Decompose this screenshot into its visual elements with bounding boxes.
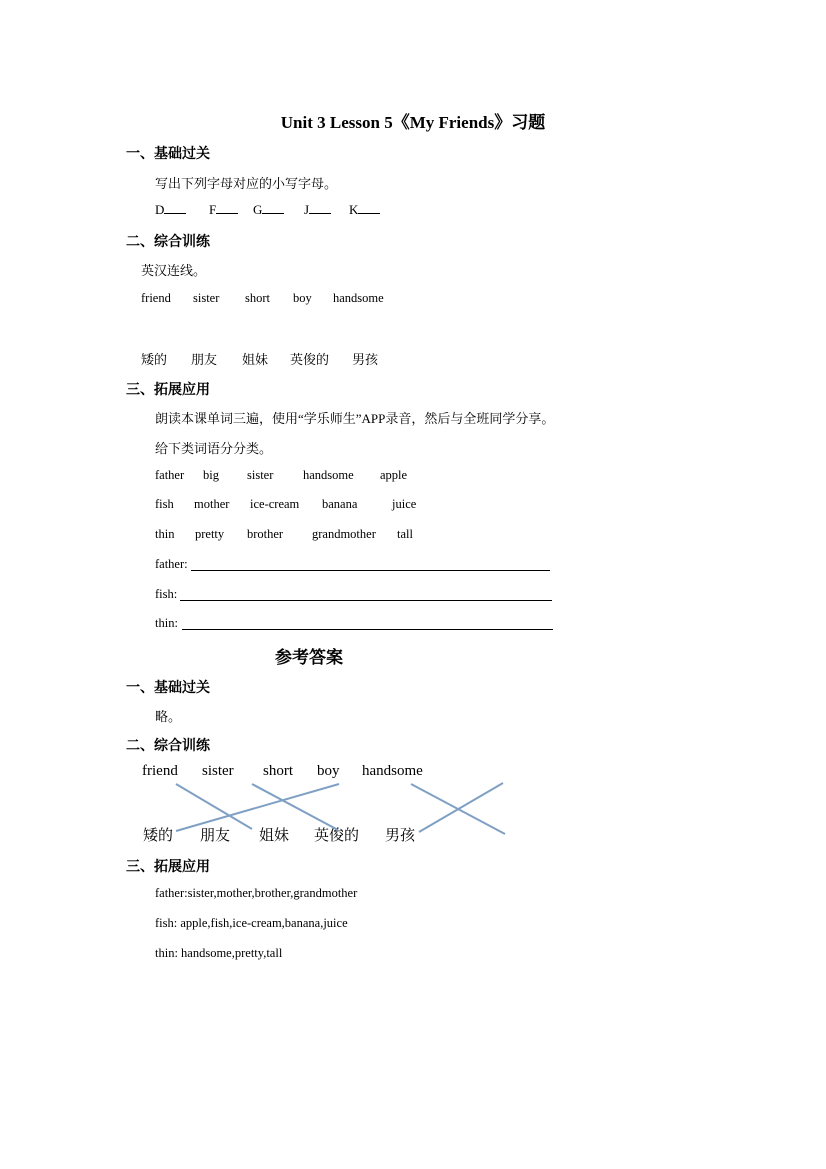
letter-item: K <box>349 202 380 218</box>
match-line-friend <box>176 784 252 829</box>
word-item: banana <box>322 497 358 511</box>
word-item: big <box>203 468 219 482</box>
category-label-father: father: <box>155 557 188 571</box>
answer-chinese-word: 矮的 <box>143 828 174 844</box>
answer-father-category: father:sister,mother,brother,grandmother <box>155 886 358 900</box>
match-english-word: short <box>245 291 270 305</box>
match-line-sister <box>176 784 339 831</box>
section2-heading: 二、综合训练 <box>126 235 210 250</box>
word-item: mother <box>194 497 230 511</box>
match-english-word: sister <box>193 291 220 305</box>
word-item: tall <box>397 527 413 541</box>
answers-section2-heading: 二、综合训练 <box>126 739 210 754</box>
word-item: pretty <box>195 527 225 541</box>
word-item: thin <box>155 527 175 541</box>
match-line-boy <box>419 783 503 832</box>
match-chinese-word: 男孩 <box>352 352 379 367</box>
word-item: juice <box>392 497 417 511</box>
category-label-thin: thin: <box>155 616 178 630</box>
word-item: brother <box>247 527 284 541</box>
answer-english-word: handsome <box>362 763 423 779</box>
answer-chinese-word: 朋友 <box>200 828 231 844</box>
answer-chinese-word: 男孩 <box>385 828 416 844</box>
answer-chinese-word: 英俊的 <box>314 828 360 844</box>
match-english-word: friend <box>141 291 171 305</box>
section3-heading: 三、拓展应用 <box>126 383 210 398</box>
section3-line2: 给下类词语分分类。 <box>155 441 273 456</box>
letter-item: J <box>304 202 331 218</box>
match-chinese-word: 矮的 <box>141 352 168 367</box>
letter-item: F <box>209 202 238 218</box>
page-title: Unit 3 Lesson 5《My Friends》习题 <box>280 113 546 132</box>
match-english-word: handsome <box>333 291 384 305</box>
word-item: sister <box>247 468 274 482</box>
answers-title: 参考答案 <box>275 648 343 667</box>
word-item: handsome <box>303 468 354 482</box>
match-line-short <box>252 784 338 830</box>
answer-chinese-word: 姐妹 <box>259 828 290 844</box>
answers-section1-heading: 一、基础过关 <box>126 681 210 696</box>
section1-instruction: 写出下列字母对应的小写字母。 <box>155 176 338 191</box>
letter-item: D <box>155 202 186 218</box>
match-line-handsome <box>411 784 505 834</box>
section3-line1: 朗读本课单词三遍，使用“学乐师生”APP录音，然后与全班同学分享。 <box>155 411 555 426</box>
section1-heading: 一、基础过关 <box>126 147 210 162</box>
answer-english-word: friend <box>142 763 178 779</box>
answers-section1-text: 略。 <box>155 709 182 724</box>
word-item: ice-cream <box>250 497 300 511</box>
letter-item: G <box>253 202 284 218</box>
answer-fish-category: fish: apple,fish,ice-cream,banana,juice <box>155 916 348 930</box>
answer-english-word: sister <box>202 763 234 779</box>
word-item: father <box>155 468 185 482</box>
category-label-fish: fish: <box>155 587 178 601</box>
word-item: fish <box>155 497 174 511</box>
answer-english-word: boy <box>317 763 340 779</box>
answers-section3-heading: 三、拓展应用 <box>126 860 210 875</box>
match-chinese-word: 英俊的 <box>290 352 330 367</box>
word-item: apple <box>380 468 408 482</box>
match-chinese-word: 朋友 <box>191 352 218 367</box>
answer-english-word: short <box>263 763 293 779</box>
word-item: grandmother <box>312 527 376 541</box>
section2-instruction: 英汉连线。 <box>141 263 207 278</box>
answer-thin-category: thin: handsome,pretty,tall <box>155 946 283 960</box>
match-english-word: boy <box>293 291 312 305</box>
match-chinese-word: 姐妹 <box>242 352 269 367</box>
